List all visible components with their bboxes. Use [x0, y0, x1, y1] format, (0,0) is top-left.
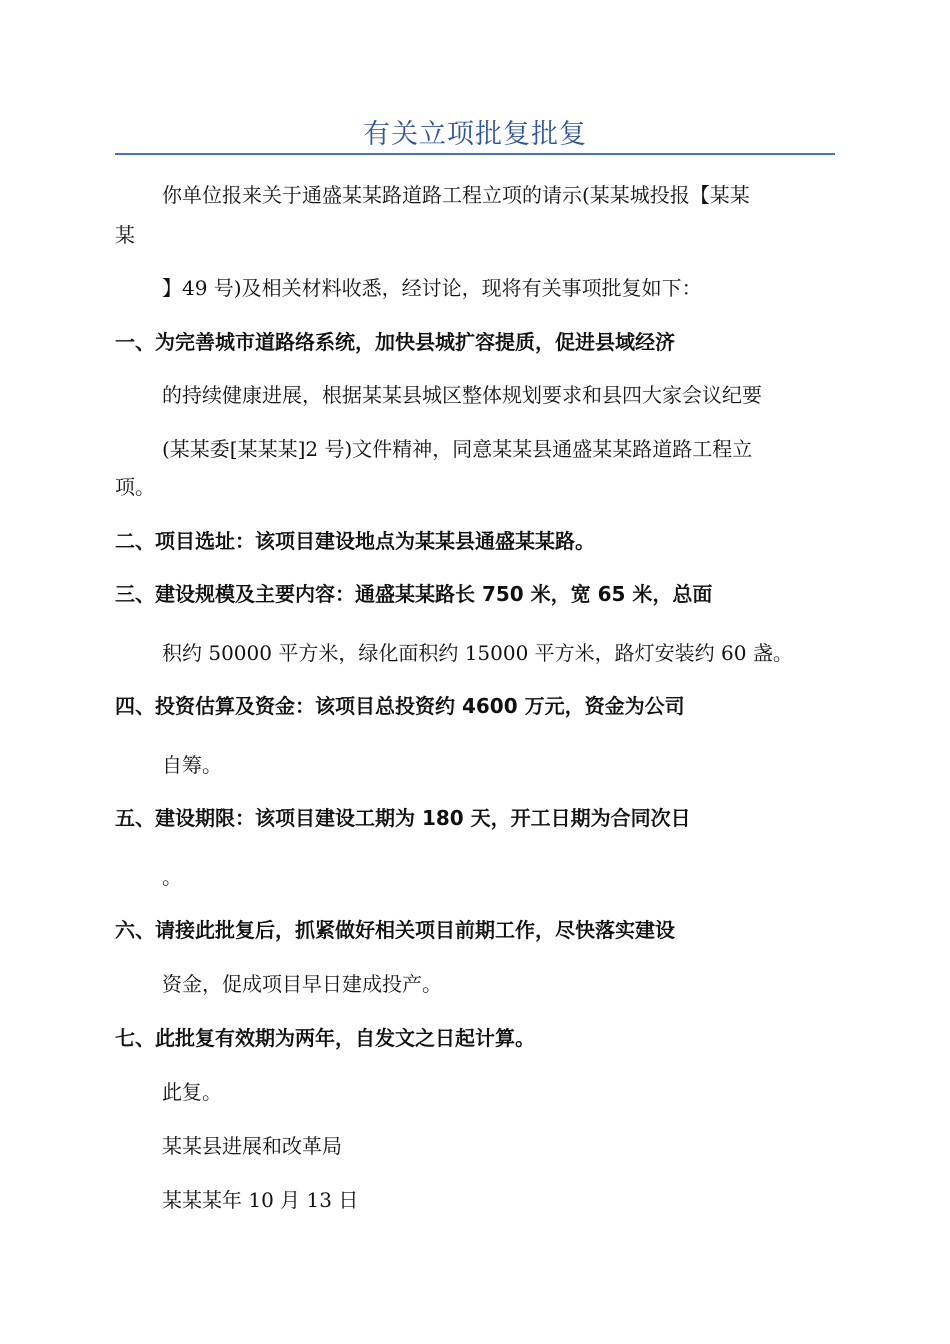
intro-line-2: 某: [115, 223, 135, 247]
item-heading-3: 三、建设规模及主要内容：通盛某某路长 750 米，宽 65 米，总面: [115, 582, 713, 606]
item-1-line-1: 的持续健康进展，根据某某县城区整体规划要求和县四大家会议纪要: [162, 383, 762, 407]
item-4-line-1: 自筹。: [162, 753, 222, 777]
item-heading-5: 五、建设期限：该项目建设工期为 180 天，开工日期为合同次日: [115, 806, 691, 830]
item-6-line-1: 资金，促成项目早日建成投产。: [162, 972, 442, 996]
item-5-line-1: 。: [162, 865, 182, 889]
item-3-line-1: 积约 50000 平方米，绿化面积约 15000 平方米，路灯安装约 60 盏。: [162, 641, 793, 665]
closing-text: 此复。: [162, 1080, 222, 1104]
issue-date: 某某某年 10 月 13 日: [162, 1188, 359, 1212]
item-heading-6: 六、请接此批复后，抓紧做好相关项目前期工作，尽快落实建设: [115, 918, 675, 942]
item-heading-7: 七、此批复有效期为两年，自发文之日起计算。: [115, 1026, 535, 1050]
item-1-line-2: (某某委[某某某]2 号)文件精神，同意某某县通盛某某路道路工程立: [162, 437, 753, 461]
item-heading-1: 一、为完善城市道路络系统，加快县城扩容提质，促进县域经济: [115, 330, 675, 354]
intro-line-3: 】49 号)及相关材料收悉，经讨论，现将有关事项批复如下：: [162, 276, 702, 300]
item-heading-2: 二、项目选址：该项目建设地点为某某县通盛某某路。: [115, 529, 595, 553]
item-1-line-3: 项。: [115, 475, 155, 499]
document-title: 有关立项批复批复: [363, 119, 587, 150]
item-heading-4: 四、投资估算及资金：该项目总投资约 4600 万元，资金为公司: [115, 694, 685, 718]
intro-line-1: 你单位报来关于通盛某某路道路工程立项的请示(某某城投报【某某: [162, 183, 750, 207]
issuer-name: 某某县进展和改革局: [162, 1134, 342, 1158]
title-underline: [115, 153, 835, 155]
